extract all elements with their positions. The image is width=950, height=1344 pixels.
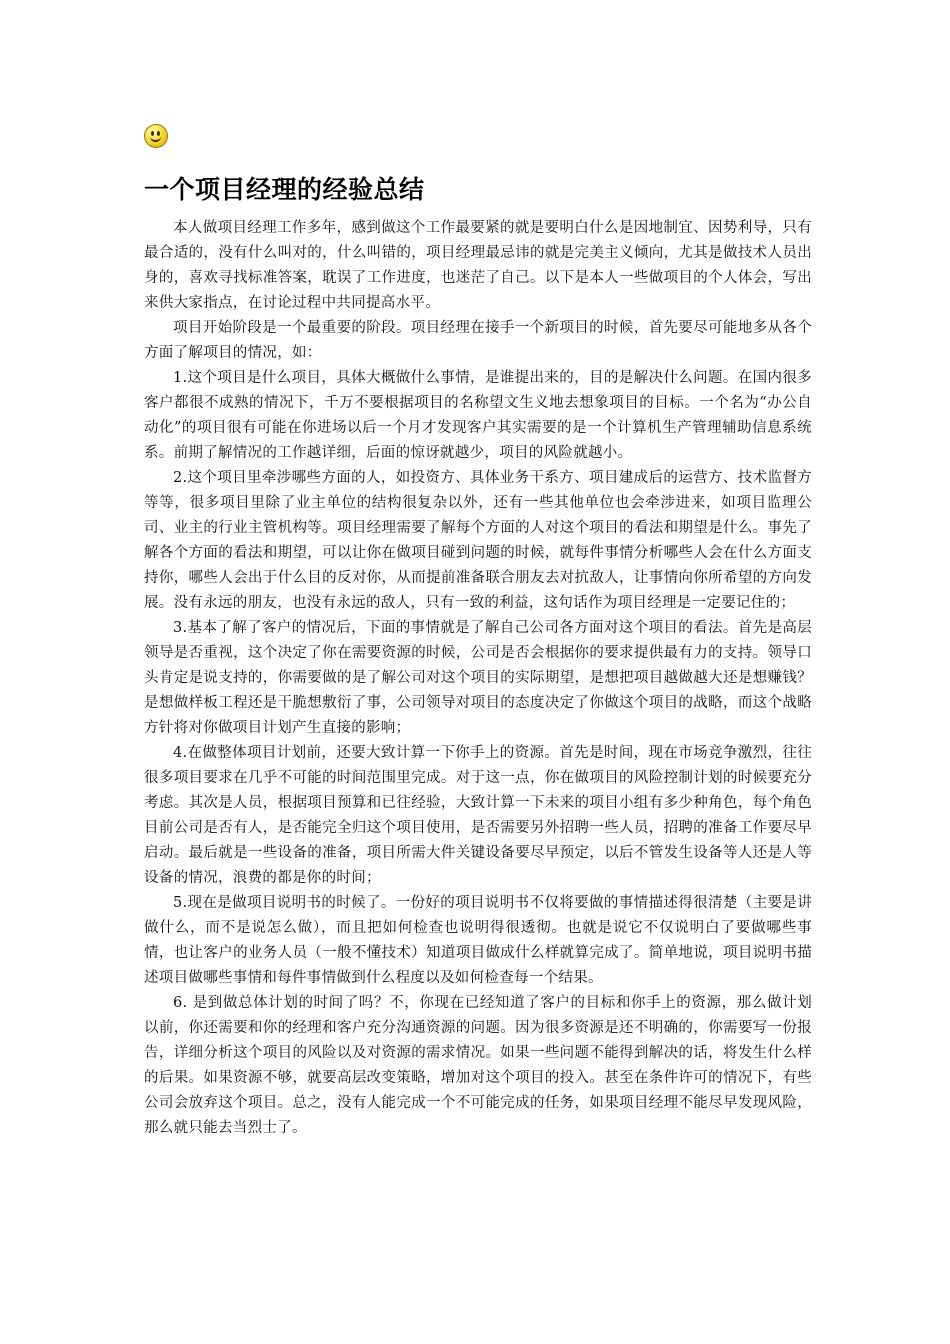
paragraph-item-5: 5.现在是做项目说明书的时候了。一份好的项目说明书不仅将要做的事情描述得很清楚（主要是讲做什么，而不是说怎么做），而且把如何检查也说明得很透彻。也就是说它不仅说明白了要做哪些事情，也让客户的业务人员（一般不懂技术）知道项目做成什么样就算完成了。简单地说，项目说明书描述项目做哪些事情和每件事情做到什么程度以及如何检查每一个结果。 [144, 895, 812, 986]
document-page [144, 124, 812, 1141]
smiley-mouth [150, 134, 161, 142]
paragraph-item-4: 4.在做整体项目计划前，还要大致计算一下你手上的资源。首先是时间，现在市场竞争激烈，往往很多项目要求在几乎不可能的时间范围里完成。对于这一点，你在做项目的风险控制计划的时候要充分考虑。其次是人员，根据项目预算和已往经验，大致计算一下未来的项目小组有多少种角色，每个角色目前公司是否有人，是否能完全归这个项目使用，是否需要另外招聘一些人员，招聘的准备工作要尽早启动。最后就是一些设备的准备，项目所需大件关键设备要尽早预定，以后不管发生设备等人还是人等设备的情况，浪费的都是你的时间； [144, 745, 812, 886]
paragraph-item-2: 2.这个项目里牵涉哪些方面的人，如投资方、具体业务干系方、项目建成后的运营方、技术监督方等等，很多项目里除了业主单位的结构很复杂以外，还有一些其他单位也会牵涉进来，如项目监理公司、业主的行业主管机构等。项目经理需要了解每个方面的人对这个项目的看法和期望是什么。事先了解各个方面的看法和期望，可以让你在做项目碰到问题的时候，就每件事情分析哪些人会在什么方面支持你，哪些人会出于什么目的反对你，从而提前准备联合朋友去对抗敌人，让事情向你所希望的方向发展。没有永远的朋友，也没有永远的敌人，只有一致的利益，这句话作为项目经理是一定要记住的； [144, 470, 812, 611]
paragraph-item-6: 6. 是到做总体计划的时间了吗？不，你现在已经知道了客户的目标和你手上的资源，那么做计划以前，你还需要和你的经理和客户充分沟通资源的问题。因为很多资源是还不明确的，你需要写一份报告，详细分析这个项目的风险以及对资源的需求情况。如果一些问题不能得到解决的话，将发生什么样的后果。如果资源不够，就要高层改变策略，增加对这个项目的投入。甚至在条件许可的情况下，有些公司会放弃这个项目。总之，没有人能完成一个不可能完成的任务，如果项目经理不能尽早发现风险，那么就只能去当烈士了。 [144, 995, 812, 1136]
paragraph-intro: 本人做项目经理工作多年，感到做这个工作最要紧的就是要明白什么是因地制宜、因势利导，只有最合适的，没有什么叫对的，什么叫错的，项目经理最忌讳的就是完美主义倾向，尤其是做技术人员出身的，喜欢寻找标准答案，耽误了工作进度，也迷茫了自己。以下是本人一些做项目的个人体会，写出来供大家指点，在讨论过程中共同提高水平。 [144, 220, 812, 311]
document-title: 一个项目经理的经验总结 [144, 175, 425, 204]
smiley-face-icon [144, 124, 168, 148]
paragraph-item-1: 1.这个项目是什么项目，具体大概做什么事情，是谁提出来的，目的是解决什么问题。在国内很多客户都很不成熟的情况下，千万不要根据项目的名称望文生义地去想象项目的目标。一个名为“办公自动化”的项目很有可能在你进场以后一个月才发现客户其实需要的是一个计算机生产管理辅助信息系统系。前期了解情况的工作越详细，后面的惊讶就越少，项目的风险就越小。 [144, 370, 812, 461]
paragraph-item-3: 3.基本了解了客户的情况后，下面的事情就是了解自己公司各方面对这个项目的看法。首先是高层领导是否重视，这个决定了你在需要资源的时候，公司是否会根据你的要求提供最有力的支持。领导口头肯定是说支持的，你需要做的是了解公司对这个项目的实际期望，是想把项目越做越大还是想赚钱？是想做样板工程还是干脆想敷衍了事，公司领导对项目的态度决定了你做这个项目的战略，而这个战略方针将对你做项目计划产生直接的影响； [144, 620, 812, 736]
paragraph-project-start: 项目开始阶段是一个最重要的阶段。项目经理在接手一个新项目的时候，首先要尽可能地多从各个方面了解项目的情况，如： [144, 320, 812, 361]
